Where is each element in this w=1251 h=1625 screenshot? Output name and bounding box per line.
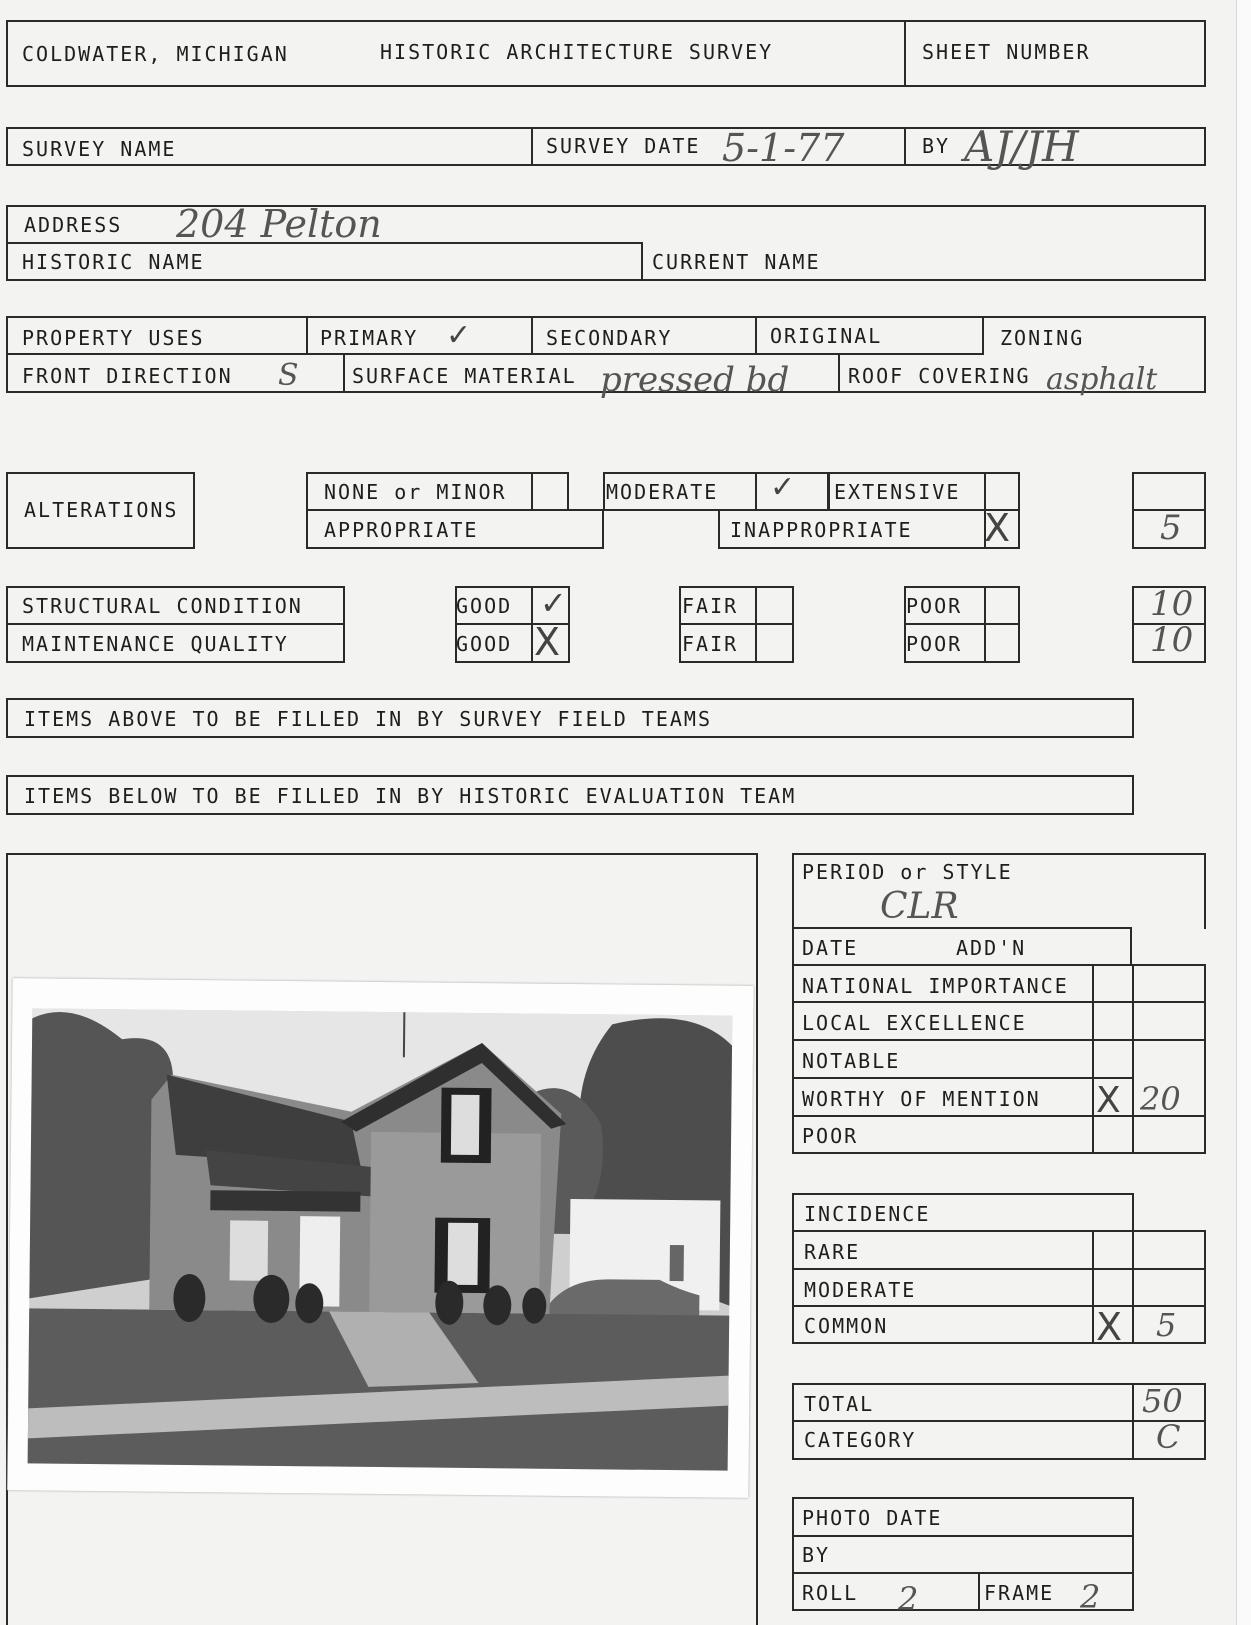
row-divider — [792, 1001, 1206, 1003]
primary-label: PRIMARY — [320, 326, 419, 350]
row-divider — [792, 1535, 1134, 1537]
alterations-label: ALTERATIONS — [24, 498, 179, 522]
row-divider — [792, 1268, 1206, 1270]
inappropriate-label: INAPPROPRIATE — [730, 518, 913, 542]
historic-name-label: HISTORIC NAME — [22, 250, 205, 274]
rare-label: RARE — [804, 1240, 861, 1264]
total-label: TOTAL — [804, 1392, 875, 1416]
fair-checkbox-2 — [755, 623, 794, 663]
zoning-label: ZONING — [1000, 326, 1085, 350]
row-divider — [792, 1572, 1134, 1574]
house-photo — [7, 978, 753, 1498]
front-direction-value: S — [278, 358, 299, 393]
row-divider — [792, 1077, 1134, 1079]
worthy-mark: X — [1096, 1080, 1121, 1121]
row-divider — [792, 1305, 1206, 1307]
city-title: COLDWATER, MICHIGAN — [22, 42, 289, 66]
incidence-moderate-label: MODERATE — [804, 1278, 917, 1302]
common-score: 5 — [1156, 1306, 1177, 1344]
photo-date-label: PHOTO DATE — [802, 1506, 943, 1530]
col-divider — [978, 1572, 980, 1611]
items-above-note: ITEMS ABOVE TO BE FILLED IN BY SURVEY FIELD TEAMS — [24, 707, 713, 731]
roll-label: ROLL — [802, 1581, 859, 1605]
items-below-note: ITEMS BELOW TO BE FILLED IN BY HISTORIC EVALUATION TEAM — [24, 784, 797, 808]
structural-good-check: ✓ — [540, 584, 567, 622]
col-divider — [1132, 1383, 1134, 1460]
page-edge — [1236, 0, 1251, 1625]
form-title: HISTORIC ARCHITECTURE SURVEY — [380, 40, 774, 64]
maintenance-good-mark: X — [534, 620, 561, 664]
maintenance-score: 10 — [1150, 620, 1194, 660]
incidence-label: INCIDENCE — [804, 1202, 931, 1226]
photo-by-label: BY — [802, 1543, 831, 1567]
structural-poor-label: POOR — [906, 594, 963, 618]
survey-by-value: AJ/JH — [964, 122, 1079, 171]
front-direction-label: FRONT DIRECTION — [22, 364, 233, 388]
total-value: 50 — [1142, 1382, 1183, 1420]
frame-value: 2 — [1080, 1578, 1101, 1616]
secondary-label: SECONDARY — [546, 326, 673, 350]
maintenance-label: MAINTENANCE QUALITY — [22, 632, 289, 656]
survey-date-value: 5-1-77 — [722, 126, 845, 170]
house-photo-image — [7, 978, 753, 1498]
structural-label: STRUCTURAL CONDITION — [22, 594, 303, 618]
period-value: CLR — [880, 886, 959, 927]
worthy-label: WORTHY OF MENTION — [802, 1087, 1041, 1111]
structural-good-label: GOOD — [456, 594, 513, 618]
original-label: ORIGINAL — [770, 324, 883, 348]
inappropriate-mark: X — [984, 506, 1011, 550]
structural-fair-label: FAIR — [682, 594, 739, 618]
primary-check: ✓ — [446, 318, 472, 353]
common-mark: X — [1096, 1305, 1123, 1349]
moderate-label: MODERATE — [606, 480, 719, 504]
category-label: CATEGORY — [804, 1428, 917, 1452]
property-uses-label: PROPERTY USES — [22, 326, 205, 350]
appropriate-label: APPROPRIATE — [324, 518, 479, 542]
moderate-check: ✓ — [770, 470, 796, 505]
surface-label: SURFACE MATERIAL — [352, 364, 577, 388]
sheet-number-label: SHEET NUMBER — [922, 40, 1091, 64]
maintenance-good-label: GOOD — [456, 632, 513, 656]
national-label: NATIONAL IMPORTANCE — [802, 974, 1069, 998]
period-label: PERIOD or STYLE — [802, 860, 1013, 884]
none-minor-box — [531, 472, 569, 511]
survey-by-label: BY — [922, 134, 951, 158]
roof-label: ROOF COVERING — [848, 364, 1031, 388]
roll-value: 2 — [898, 1580, 919, 1618]
addn-label: ADD'N — [956, 936, 1027, 960]
address-label: ADDRESS — [24, 213, 123, 237]
local-label: LOCAL EXCELLENCE — [802, 1011, 1027, 1035]
address-value: 204 Pelton — [176, 202, 382, 246]
alterations-score: 5 — [1160, 508, 1182, 548]
surface-value: pressed bd — [600, 360, 790, 400]
frame-label: FRAME — [984, 1581, 1055, 1605]
category-value: C — [1156, 1418, 1181, 1456]
none-minor-label: NONE or MINOR — [324, 480, 507, 504]
importance-mark-col — [1092, 964, 1134, 1154]
evaluation-poor-label: POOR — [802, 1124, 859, 1148]
worthy-score: 20 — [1140, 1080, 1181, 1118]
roof-value: asphalt — [1046, 362, 1158, 397]
maintenance-fair-label: FAIR — [682, 632, 739, 656]
row-divider — [792, 1039, 1206, 1041]
extensive-label: EXTENSIVE — [834, 480, 961, 504]
notable-label: NOTABLE — [802, 1049, 901, 1073]
common-label: COMMON — [804, 1314, 889, 1338]
current-name-label: CURRENT NAME — [652, 250, 821, 274]
row-divider — [792, 1420, 1206, 1422]
structural-score: 10 — [1150, 584, 1194, 624]
poor-checkbox-2 — [984, 623, 1020, 663]
date-label: DATE — [802, 936, 859, 960]
maintenance-poor-label: POOR — [906, 632, 963, 656]
survey-name-label: SURVEY NAME — [22, 137, 177, 161]
survey-date-label: SURVEY DATE — [546, 134, 701, 158]
